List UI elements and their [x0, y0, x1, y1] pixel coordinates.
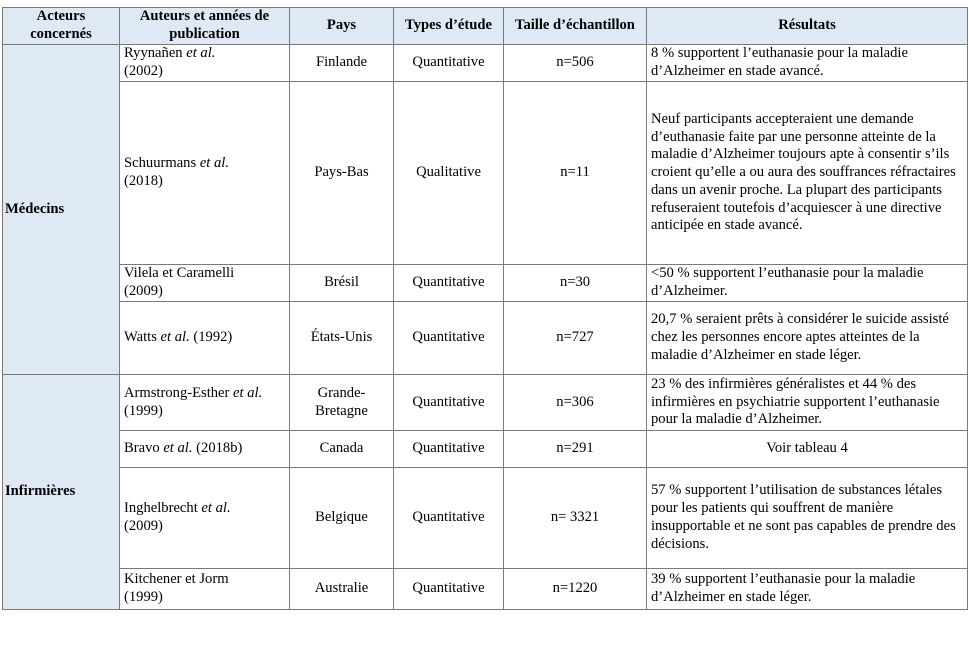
header-actors: Acteurs concernés — [3, 8, 120, 45]
author-cell: Vilela et Caramelli (2009) — [120, 265, 290, 302]
author-cell: Schuurmans et al. (2018) — [120, 82, 290, 265]
sample-cell: n=306 — [504, 375, 647, 431]
header-results: Résultats — [647, 8, 968, 45]
study-type-cell: Quantitative — [394, 431, 504, 468]
sample-cell: n=30 — [504, 265, 647, 302]
country-cell: Belgique — [290, 468, 394, 569]
table-row — [3, 265, 968, 302]
author-cell: Bravo et al. (2018b) — [120, 431, 290, 468]
group-label: Médecins — [3, 45, 120, 375]
table-row — [3, 302, 968, 375]
sample-cell: n=727 — [504, 302, 647, 375]
country-cell: Finlande — [290, 45, 394, 82]
study-type-cell: Quantitative — [394, 265, 504, 302]
sample-cell: n=1220 — [504, 569, 647, 610]
country-cell: États-Unis — [290, 302, 394, 375]
table-row — [3, 431, 968, 468]
country-cell: Grande-Bretagne — [290, 375, 394, 431]
sample-cell: n= 3321 — [504, 468, 647, 569]
table-row — [3, 375, 968, 431]
study-type-cell: Quantitative — [394, 468, 504, 569]
sample-cell: n=506 — [504, 45, 647, 82]
country-cell: Canada — [290, 431, 394, 468]
group-label: Infirmières — [3, 375, 120, 610]
header-sample-size: Taille d’échantillon — [504, 8, 647, 45]
table-row — [3, 468, 968, 569]
country-cell: Brésil — [290, 265, 394, 302]
table-row — [3, 82, 968, 265]
result-cell: 23 % des infirmières généralistes et 44 % des infirmières en psychiatrie supportent l’euthanasie pour la maladie d’Alzheimer. — [647, 375, 968, 431]
table-row — [3, 569, 968, 610]
author-cell: Inghelbrecht et al. (2009) — [120, 468, 290, 569]
sample-cell: n=11 — [504, 82, 647, 265]
country-cell: Pays-Bas — [290, 82, 394, 265]
author-cell: Watts et al. (1992) — [120, 302, 290, 375]
result-cell: Neuf participants accepteraient une demande d’euthanasie faite par une personne atteinte de la maladie d’Alzheimer toujours apte à consentir s’ils croient qu’elle a ou aura des souffrances réfractaires dans un avenir proche. La plupart des participants refuseraient toutefois d’acquiescer à une directive anticipée en stade avancé. — [647, 82, 968, 265]
country-cell: Australie — [290, 569, 394, 610]
table-row — [3, 45, 968, 82]
study-type-cell: Quantitative — [394, 302, 504, 375]
result-cell: 39 % supportent l’euthanasie pour la maladie d’Alzheimer en stade léger. — [647, 569, 968, 610]
result-cell: <50 % supportent l’euthanasie pour la maladie d’Alzheimer. — [647, 265, 968, 302]
study-type-cell: Qualitative — [394, 82, 504, 265]
result-cell: 20,7 % seraient prêts à considérer le suicide assisté chez les personnes encore aptes atteintes de la maladie d’Alzheimer en stade léger. — [647, 302, 968, 375]
result-cell: 57 % supportent l’utilisation de substances létales pour les patients qui souffrent de manière insupportable et ne sont pas capables de prendre des décisions. — [647, 468, 968, 569]
results-table — [2, 7, 968, 610]
header-study-type: Types d’étude — [394, 8, 504, 45]
result-cell: Voir tableau 4 — [647, 431, 968, 468]
sample-cell: n=291 — [504, 431, 647, 468]
header-country: Pays — [290, 8, 394, 45]
study-type-cell: Quantitative — [394, 375, 504, 431]
study-type-cell: Quantitative — [394, 45, 504, 82]
result-cell: 8 % supportent l’euthanasie pour la maladie d’Alzheimer en stade avancé. — [647, 45, 968, 82]
author-cell: Armstrong-Esther et al. (1999) — [120, 375, 290, 431]
header-authors: Auteurs et années de publication — [120, 8, 290, 45]
author-cell: Ryynañen et al. (2002) — [120, 45, 290, 82]
header-row — [3, 8, 968, 45]
study-type-cell: Quantitative — [394, 569, 504, 610]
author-cell: Kitchener et Jorm (1999) — [120, 569, 290, 610]
